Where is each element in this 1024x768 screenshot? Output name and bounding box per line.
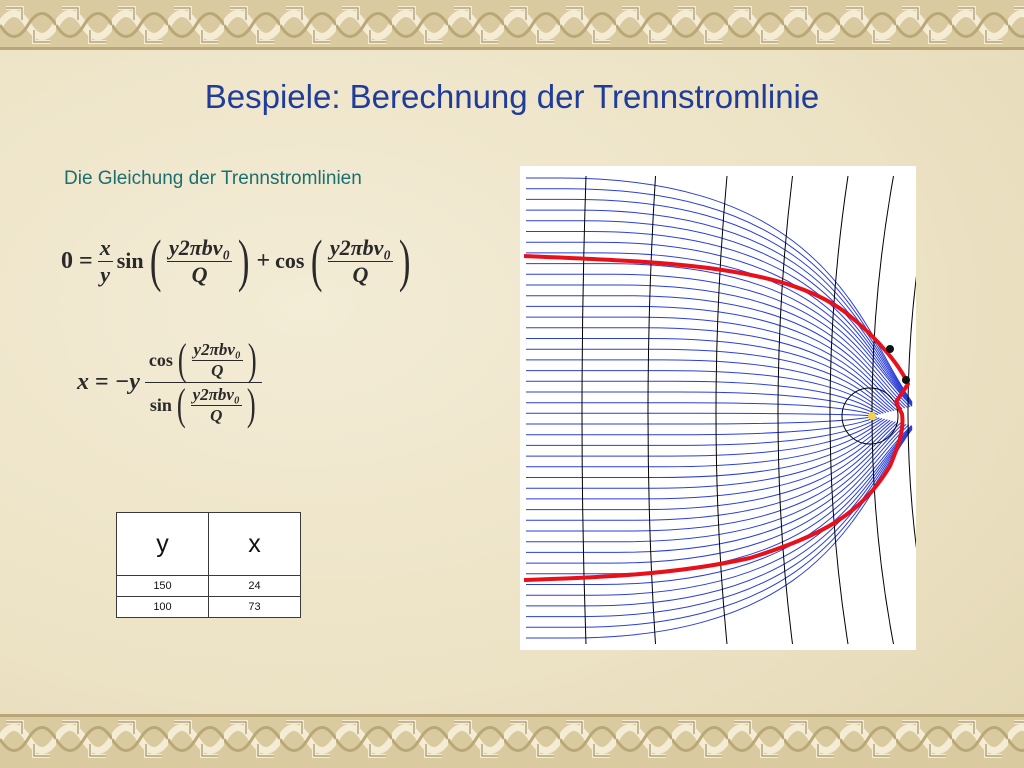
table-cell: 100 [117, 597, 209, 618]
eq2-denominator [145, 380, 262, 429]
values-table [116, 512, 301, 618]
equation-explicit [74, 335, 264, 429]
eq2-arg1-den: Q [211, 360, 224, 380]
eq1-cos: cos [275, 248, 305, 273]
streamline [526, 418, 879, 446]
eq2-paren-close-1: ) [247, 335, 257, 384]
eq2-arg-2 [191, 385, 242, 425]
eq1-arg1-num: y2πbv₀ [168, 235, 231, 261]
eq1-arg-1 [167, 235, 232, 287]
streamline-diagram [520, 166, 916, 650]
eq2-ratio [145, 335, 262, 429]
table-cell: 24 [209, 576, 301, 597]
streamline [526, 420, 887, 478]
equation-implicit [58, 228, 414, 293]
eq1-arg1-den: Q [191, 261, 208, 287]
eq1-lhs: 0 [61, 247, 73, 274]
table-row [117, 597, 301, 618]
potential-line [830, 176, 848, 644]
potential-line [908, 176, 916, 644]
eq1-paren-close-2: ) [398, 228, 411, 293]
table-row [117, 576, 301, 597]
eq1-equals: = [79, 247, 93, 274]
eq1-y: y [100, 261, 111, 287]
eq2-cos: cos [148, 349, 173, 370]
eq1-sin: sin [116, 248, 144, 273]
eq1-paren-open-2: ( [310, 228, 322, 293]
table-header-x: x [209, 513, 301, 576]
stagnation-marker [886, 345, 894, 353]
eq2-arg-1 [192, 340, 243, 380]
eq2-arg2-num: y2πbv₀ [192, 384, 240, 404]
stagnation-marker [902, 376, 910, 384]
eq1-x-over-y [98, 235, 113, 287]
eq1-arg-2 [328, 235, 393, 287]
eq2-neg-y: −y [114, 369, 140, 395]
streamline [526, 417, 877, 435]
table-cell: 150 [117, 576, 209, 597]
eq2-paren-open-1: ( [177, 335, 187, 384]
eq2-sin: sin [149, 394, 172, 415]
eq2-paren-close-2: ) [246, 380, 256, 429]
table-header-y: y [117, 513, 209, 576]
table-cell: 73 [209, 597, 301, 618]
streamline [526, 413, 873, 416]
eq2-arg1-num: y2πbv₀ [193, 339, 241, 359]
eq2-x: x [77, 369, 89, 395]
slide-title: Bespiele: Berechnung der Trennstromlinie [204, 78, 820, 115]
eq1-arg2-num: y2πbv₀ [329, 235, 392, 261]
streamline [526, 392, 878, 415]
table-header-row [117, 513, 301, 576]
eq1-paren-open-1: ( [149, 228, 162, 293]
slide-subtitle: Die Gleichung der Trennstromlinien [64, 168, 362, 189]
eq2-paren-open-2: ( [176, 380, 186, 429]
eq2-equals: = [95, 369, 109, 395]
bottom-border-ornament [0, 714, 1024, 768]
eq1-x: x [99, 235, 111, 261]
eq1-plus: + [256, 247, 271, 274]
eq1-paren-close-1: ) [238, 228, 250, 293]
well-marker [868, 412, 876, 420]
top-border-ornament [0, 0, 1024, 50]
eq1-arg2-den: Q [352, 261, 369, 287]
streamline [526, 417, 874, 425]
streamline [526, 360, 886, 413]
eq2-arg2-den: Q [210, 405, 223, 425]
eq2-numerator [145, 335, 262, 384]
